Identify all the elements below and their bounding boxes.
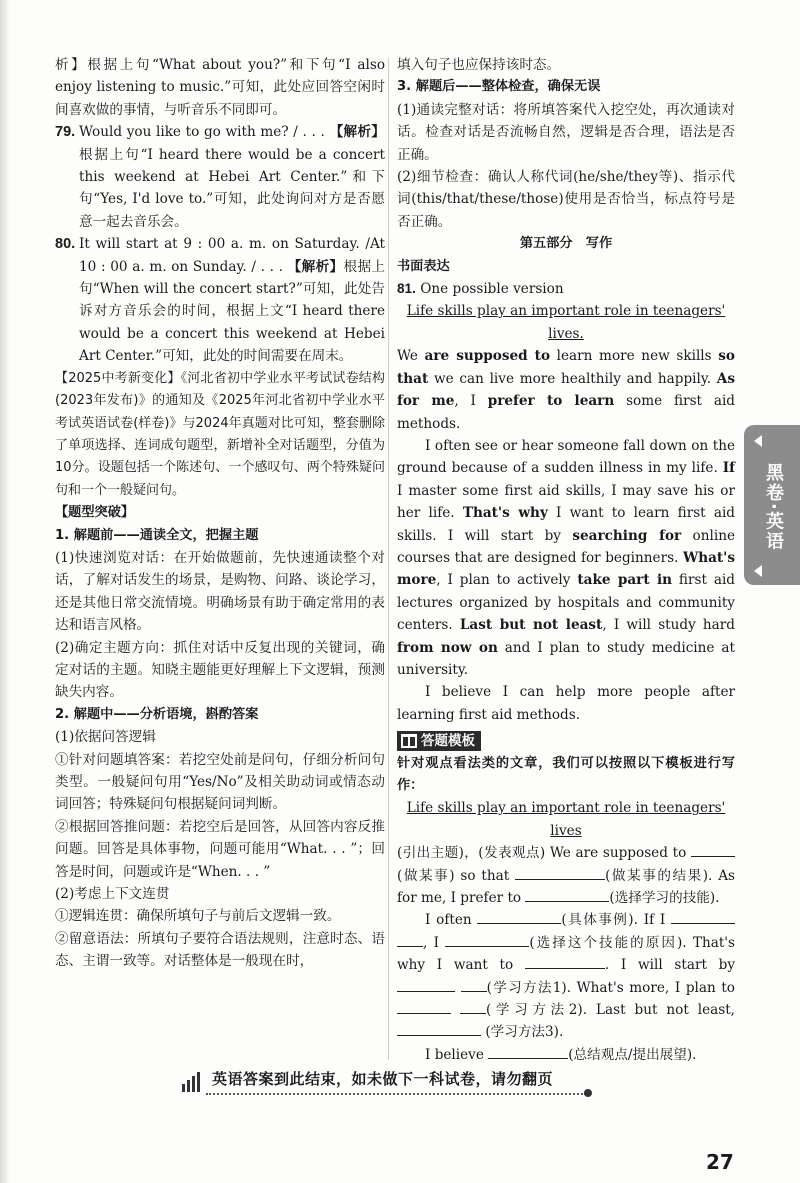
template-paragraph-1: (引出主题)，(发表观点) We are supposed to (做某事) so that (做某事的结果). As for me, I prefer to (选择学习的技能).	[397, 842, 735, 909]
q81-version: One possible version	[420, 281, 564, 298]
step3-point1: (1)通读完整对话：将所填答案代入挖空处，再次通读对话。检查对话是否流畅自然，逻辑是否合理，语法是否正确。	[397, 101, 735, 163]
writing-label: 书面表达	[397, 258, 450, 274]
q81-number: 81.	[397, 281, 416, 297]
bars-icon	[182, 1072, 202, 1092]
template-intro: 针对观点看法类的文章，我们可以按照以下模板进行写作：	[397, 755, 735, 793]
q78-explanation-tail: 析】根据上句“What about you?”和下句“I also enjoy listening to music.”可知，此处应回答空闲时间喜欢做的事情，与听音乐不同即可。	[55, 57, 385, 118]
template-paragraph-2: I often (具体事例). If I , I (选择这个技能的原因). That's why I want to . I will start by (学习方法1). What's more, I plan to (学习方法2). Last but not least, (学习方法3).	[397, 909, 735, 1043]
essay-paragraph-3: I believe I can help more people after learning first aid methods.	[397, 684, 735, 723]
step1-title: 1. 解题前——通读全文，把握主题	[55, 527, 259, 543]
step2-point1a: ①针对问题填答案：若挖空处前是问句，仔细分析问句类型。一般疑问句用“Yes/No”及相关助动词或情态动词回答；特殊疑问句根据疑问词判断。	[55, 751, 385, 813]
q80	[55, 233, 386, 367]
q79-number: 79.	[55, 124, 76, 141]
dotted-line	[206, 1093, 586, 1095]
template-title-line: Life skills play an important role in teenagers' lives	[406, 800, 726, 839]
step2-point2b: ②留意语法：所填句子要符合语法规则，注意时态、语态、主谓一致等。对话整体是一般现在时，	[55, 930, 385, 970]
page-number: 27	[706, 1150, 734, 1174]
subject-label: 黑卷·英语	[763, 463, 784, 552]
step2-point1b: ②根据回答推问题：若挖空后是回答，从回答内容反推问题。回答是具体事物，问题可能用“What. . . ”；回答是时间，问题或许是“When. . . ”	[55, 818, 385, 880]
tab-arrow-icon	[754, 565, 762, 577]
essay-title: Life skills play an important role in teenagers' lives.	[406, 303, 726, 342]
step1-point2: (2)确定主题方向：抓住对话中反复出现的关键词，确定对话的主题。知晓主题能更好理解上下文逻辑，预测缺失内容。	[55, 639, 385, 701]
template-heading	[397, 730, 735, 752]
subject-side-tab	[744, 425, 800, 585]
q80-body: 根据上句“When will the concert start?”可知，此处告诉对方音乐会的时间，根据上文“I heard there would be a concert this weekend at Hebei Art Center.”可知，此处的时间需要在周末。	[79, 258, 386, 365]
q81-header	[397, 278, 735, 300]
q80-number: 80.	[55, 236, 76, 253]
tab-arrow-icon	[754, 435, 762, 447]
dot-icon	[584, 1089, 592, 1097]
exam-change-note: 【2025中考新变化】《河北省初中学业水平考试试卷结构(2023年发布)》的通知及《2025年河北省初中学业水平考试英语试卷(样卷)》与2024年真题对比可知，整套删除了单项选择、连词成句题型，新增补全对话题型，分值为10分。设题包括一个陈述句、一个感叹句、两个特殊疑问句和一个一般疑问句。	[55, 370, 385, 498]
step2-point1: (1)依据问答逻辑	[55, 729, 156, 746]
page-edge-shadow	[0, 0, 10, 1183]
essay-paragraph-2: I often see or hear someone fall down on the ground because of a sudden illness in my life. If I master some first aid skills, I may save his or her life. That's why I want to learn first aid skills. I will start by searching for online courses that are designed for beginners. What's more, I plan to actively take part in first aid lectures organized by hospitals and community centers. Last but not least, I will study hard from now on and I plan to study medicine at university.	[397, 437, 735, 678]
end-note-text: 英语答案到此结束，如未做下一科试卷，请勿翻页	[212, 1070, 554, 1088]
book-icon	[401, 734, 417, 748]
q80-answer: It will start at 9 : 00 a. m. on Saturday. /At 10 : 00 a. m. on Sunday. / . . .	[79, 236, 385, 275]
end-of-answers-note	[182, 1068, 602, 1096]
step3-title: 3. 解题后——整体检查，确保无误	[397, 79, 601, 95]
step2-point2a: ①逻辑连贯：确保所填句子与前后文逻辑一致。	[55, 908, 341, 925]
column-divider	[388, 58, 389, 1060]
q79-body: 根据上句“I heard there would be a concert this weekend at Hebei Art Center.”和下句“Yes, I'd love to.”可知，此处询问对方是否愿意一起去音乐会。	[79, 146, 385, 230]
q79-answer: Would you like to go with me? / . . .	[79, 124, 325, 141]
step3-point2: (2)细节检查：确认人称代词(he/she/they等)、指示代词(this/that/these/those)使用是否恰当，标点符号是否正确。	[397, 169, 735, 230]
breakthrough-heading: 【题型突破】	[55, 505, 135, 521]
part5-heading: 第五部分 写作	[519, 236, 613, 252]
essay-paragraph-1: We are supposed to learn more new skills so that we can live more healthily and happily. As for me, I prefer to learn some first aid methods.	[397, 348, 736, 432]
step1-point1: (1)快速浏览对话：在开始做题前，先快速通读整个对话，了解对话发生的场景，是购物、问路、谈论学习，还是其他日常交流情境。明确场景有助于确定常用的表达和语言风格。	[55, 549, 385, 634]
template-badge: 答题模板	[397, 731, 481, 751]
template-paragraph-3: I believe (总结观点/提出展望).	[397, 1044, 735, 1066]
step2-title: 2. 解题中——分析语境，斟酌答案	[55, 706, 259, 722]
step2-continued: 填入句子也应保持该时态。	[397, 57, 561, 73]
left-column	[55, 54, 385, 973]
q79-tag: 【解析】	[329, 124, 385, 141]
step2-point2: (2)考虑上下文连贯	[55, 886, 170, 903]
q80-tag: 【解析】	[287, 258, 344, 275]
q79	[55, 121, 385, 233]
right-column	[397, 54, 735, 1066]
